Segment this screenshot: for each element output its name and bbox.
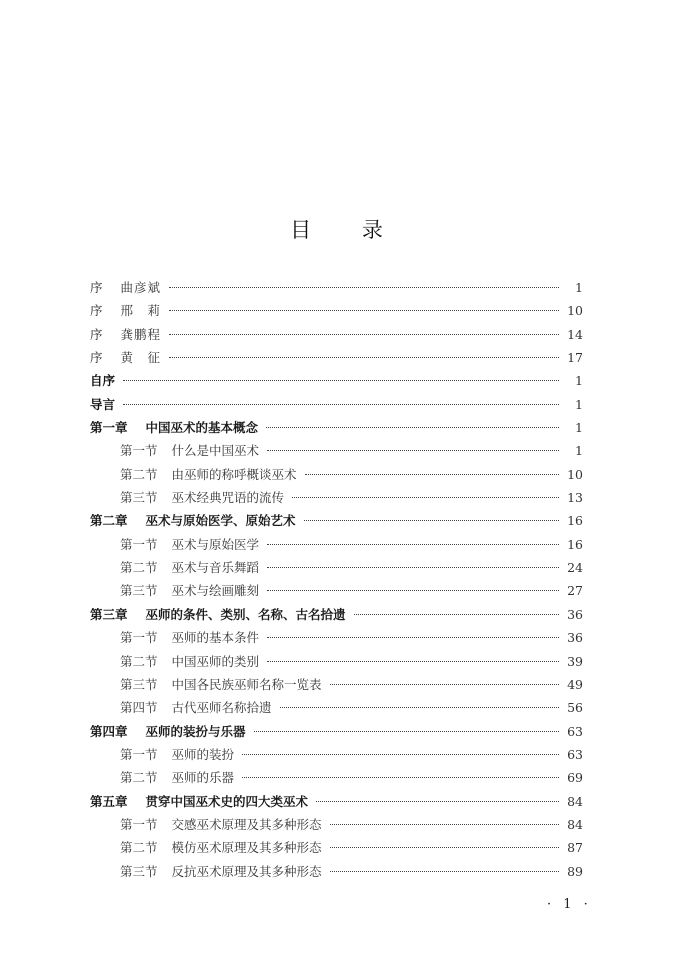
- page-number: 39: [567, 653, 583, 669]
- toc-entry-section-3-2[interactable]: [90, 650, 583, 673]
- section-label: 第三节: [120, 676, 158, 692]
- chapter-title: 中国巫术的基本概念: [145, 420, 259, 436]
- chapter-title: 巫师的装扮与乐器: [145, 723, 246, 739]
- dot-leader: [267, 544, 559, 545]
- toc-entry-section-2-3[interactable]: [90, 579, 583, 602]
- dot-leader: [123, 380, 559, 381]
- chapter-label: 第一章: [90, 420, 128, 436]
- section-title: 巫术与原始医学: [171, 536, 260, 552]
- page-number: 10: [567, 303, 583, 319]
- toc-entry-section-2-1[interactable]: [90, 533, 583, 556]
- toc-entry-preface-xing[interactable]: [90, 299, 583, 322]
- chapter-title: 巫术与原始医学、原始艺术: [145, 513, 296, 529]
- dot-leader: [123, 404, 559, 405]
- dot-leader: [354, 614, 559, 615]
- dot-leader: [316, 801, 559, 802]
- page-number: 1: [575, 280, 583, 295]
- toc-entry-section-3-1[interactable]: [90, 626, 583, 649]
- section-title: 巫术经典咒语的流传: [171, 490, 285, 506]
- section-label: 第二节: [120, 466, 158, 482]
- page-number: 16: [567, 536, 583, 552]
- section-title: 模仿巫术原理及其多种形态: [171, 840, 322, 856]
- dot-leader: [330, 871, 559, 872]
- page-number: 56: [567, 700, 583, 716]
- entry-label: 导言: [90, 396, 116, 412]
- toc-entry-chapter-1[interactable]: [90, 416, 583, 439]
- page-number: 63: [567, 723, 583, 739]
- page-number: 63: [567, 746, 583, 762]
- dot-leader: [305, 474, 559, 475]
- section-title: 巫术与绘画雕刻: [171, 583, 260, 599]
- page-number: 27: [567, 583, 583, 599]
- page-number: 14: [567, 326, 583, 342]
- toc-entry-author-preface[interactable]: [90, 369, 583, 392]
- chapter-title: 巫师的条件、类别、名称、古名拾遗: [145, 606, 346, 622]
- section-title: 巫师的基本条件: [171, 630, 260, 646]
- dot-leader: [169, 287, 559, 288]
- section-title: 巫师的乐器: [171, 770, 235, 786]
- dot-leader: [169, 310, 559, 311]
- section-label: 第三节: [120, 583, 158, 599]
- section-label: 第二节: [120, 840, 158, 856]
- dot-leader: [304, 520, 559, 521]
- toc-entry-section-1-2[interactable]: [90, 463, 583, 486]
- page-number: 10: [567, 466, 583, 482]
- dot-leader: [266, 427, 559, 428]
- page-number: 1: [575, 420, 583, 436]
- toc-entry-section-5-3[interactable]: [90, 860, 583, 883]
- dot-leader: [254, 731, 559, 732]
- dot-leader: [330, 847, 559, 848]
- chapter-label: 第五章: [90, 793, 128, 809]
- section-title: 中国巫师的类别: [171, 653, 260, 669]
- section-label: 第三节: [120, 863, 158, 879]
- dot-leader: [267, 637, 559, 638]
- section-label: 第三节: [120, 490, 158, 506]
- entry-title: 邢 莉: [120, 303, 162, 319]
- toc-entry-chapter-5[interactable]: [90, 790, 583, 813]
- section-title: 反抗巫术原理及其多种形态: [171, 863, 322, 879]
- toc-entry-preface-huang[interactable]: [90, 346, 583, 369]
- page-number: 89: [567, 863, 583, 879]
- section-label: 第二节: [120, 653, 158, 669]
- toc-entry-section-2-2[interactable]: [90, 556, 583, 579]
- page-number: 16: [567, 513, 583, 529]
- page-number: 13: [567, 490, 583, 506]
- chapter-label: 第二章: [90, 513, 128, 529]
- entry-label: 序: [90, 303, 103, 319]
- section-label: 第一节: [120, 630, 158, 646]
- chapter-title: 贯穿中国巫术史的四大类巫术: [145, 793, 309, 809]
- toc-entry-section-1-3[interactable]: [90, 486, 583, 509]
- section-label: 第一节: [120, 816, 158, 832]
- page-number: 1: [575, 373, 583, 389]
- page-folio: · 1 ·: [547, 897, 592, 912]
- section-title: 古代巫师名称拾遗: [171, 700, 272, 716]
- toc-entry-section-1-1[interactable]: [90, 439, 583, 462]
- page-number: 36: [567, 630, 583, 646]
- toc-entry-chapter-3[interactable]: [90, 603, 583, 626]
- page-number: 49: [567, 676, 583, 692]
- page-number: 84: [567, 793, 583, 809]
- section-label: 第一节: [120, 443, 158, 459]
- toc-entry-section-4-1[interactable]: [90, 743, 583, 766]
- page-number: 1: [575, 443, 583, 459]
- toc-entry-introduction[interactable]: [90, 393, 583, 416]
- dot-leader: [169, 357, 559, 358]
- toc-entry-chapter-4[interactable]: [90, 720, 583, 743]
- toc-entry-chapter-2[interactable]: [90, 509, 583, 532]
- section-title: 什么是中国巫术: [171, 443, 260, 459]
- page-title: 目 录: [290, 218, 405, 243]
- dot-leader: [267, 590, 559, 591]
- toc-entry-preface-qu[interactable]: [90, 276, 583, 299]
- page-number: 69: [567, 770, 583, 786]
- section-label: 第二节: [120, 770, 158, 786]
- section-title: 由巫师的称呼概谈巫术: [171, 466, 297, 482]
- dot-leader: [169, 334, 559, 335]
- entry-label: 序: [90, 350, 103, 366]
- dot-leader: [267, 567, 559, 568]
- dot-leader: [242, 754, 559, 755]
- dot-leader: [267, 450, 559, 451]
- section-label: 第四节: [120, 700, 158, 716]
- toc-entry-section-5-2[interactable]: [90, 836, 583, 859]
- section-label: 第一节: [120, 746, 158, 762]
- section-label: 第二节: [120, 560, 158, 576]
- toc-entry-section-3-3[interactable]: [90, 673, 583, 696]
- chapter-label: 第四章: [90, 723, 128, 739]
- dot-leader: [280, 707, 559, 708]
- toc-entry-section-3-4[interactable]: [90, 696, 583, 719]
- table-of-contents: [90, 276, 583, 883]
- toc-entry-preface-gong[interactable]: [90, 323, 583, 346]
- entry-title: 龚鹏程: [120, 326, 162, 342]
- page-number: 17: [567, 350, 583, 366]
- section-label: 第一节: [120, 536, 158, 552]
- entry-label: 自序: [90, 373, 116, 389]
- page-number: 1: [575, 396, 583, 412]
- section-title: 中国各民族巫师名称一览表: [171, 676, 322, 692]
- page-number: 36: [567, 606, 583, 622]
- entry-title: 曲彦斌: [120, 280, 162, 295]
- dot-leader: [267, 661, 559, 662]
- entry-label: 序: [90, 326, 103, 342]
- page-number: 87: [567, 840, 583, 856]
- section-title: 巫术与音乐舞蹈: [171, 560, 260, 576]
- dot-leader: [292, 497, 559, 498]
- toc-entry-section-4-2[interactable]: [90, 766, 583, 789]
- entry-title: 黄 征: [120, 350, 162, 366]
- entry-label: 序: [90, 280, 103, 295]
- page-number: 24: [567, 560, 583, 576]
- dot-leader: [330, 824, 559, 825]
- section-title: 巫师的装扮: [171, 746, 235, 762]
- page-number: 84: [567, 816, 583, 832]
- toc-entry-section-5-1[interactable]: [90, 813, 583, 836]
- dot-leader: [242, 777, 559, 778]
- section-title: 交感巫术原理及其多种形态: [171, 816, 322, 832]
- chapter-label: 第三章: [90, 606, 128, 622]
- dot-leader: [330, 684, 559, 685]
